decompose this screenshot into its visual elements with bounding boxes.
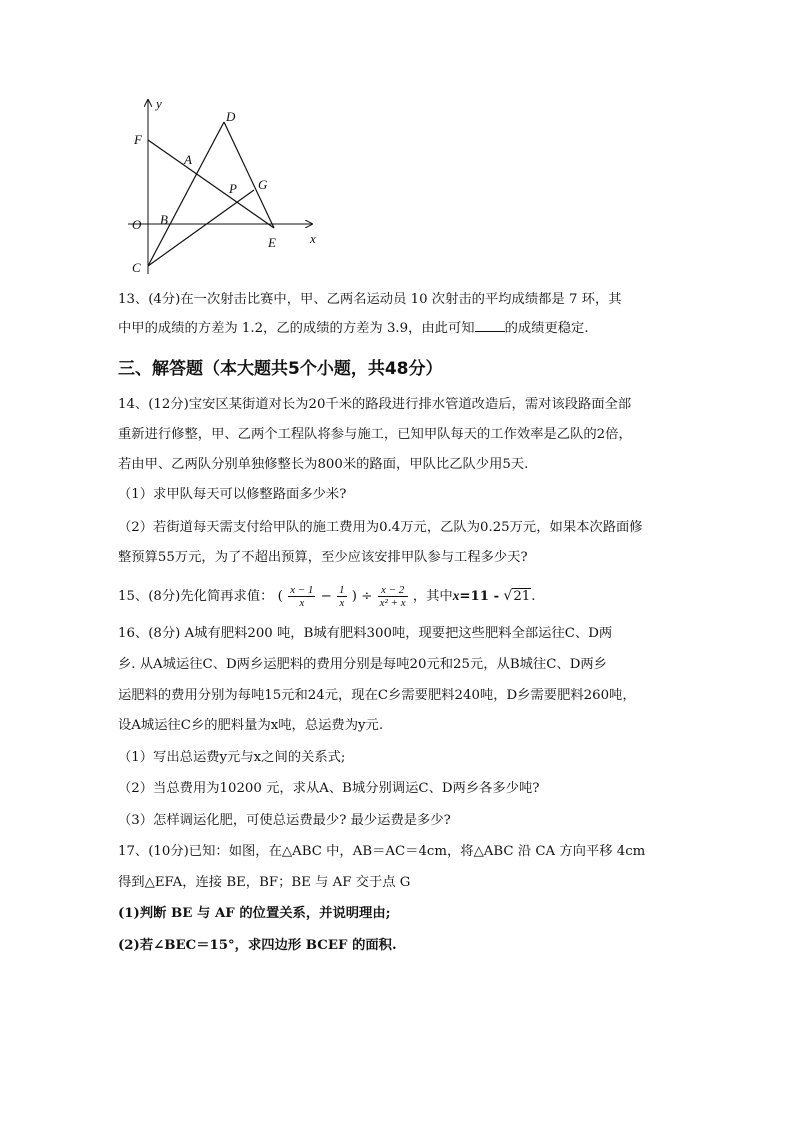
q15-tail-a: ，其中 — [412, 589, 453, 604]
q15-minus: − — [320, 589, 332, 604]
q16-line-4: 设A城运往C乡的肥料量为x吨，总运费为y元. — [118, 718, 384, 733]
label-b: B — [160, 212, 168, 227]
q13-line-2 — [118, 319, 589, 338]
label-g: G — [258, 177, 268, 192]
label-y: y — [156, 96, 162, 111]
segment-cg — [148, 190, 254, 266]
q16-part-3: （3）怎样调运化肥，可使总运费最少? 最少运费是多少? — [118, 813, 451, 828]
geometry-figure — [118, 92, 334, 282]
q15-fraction-1: $\frac{x - 1}{x}$ — [290, 584, 314, 609]
q17-part-1: (1)判断 BE 与 AF 的位置关系，并说明理由; — [118, 906, 391, 921]
q14-part-2a: （2）若街道每天需支付给甲队的施工费用为0.4万元，乙队为0.25万元，如果本次路面修 — [118, 520, 643, 535]
q17-line-1: 17、(10分)已知：如图，在△ABC 中，AB＝AC＝4cm，将△ABC 沿 CA 方向平移 4cm — [118, 844, 646, 859]
label-d: D — [226, 109, 236, 124]
label-p: P — [229, 181, 237, 196]
label-a: A — [184, 152, 192, 167]
q16-line-1: 16、(8分) A城有肥料200 吨，B城有肥料300吨，现要把这些肥料全部运往C、D两 — [118, 626, 613, 641]
q13-line-1: 13、(4分)在一次射击比赛中，甲、乙两名运动员 10 次射击的平均成绩都是 7 环，其 — [118, 292, 622, 307]
q14-line-2: 重新进行修整，甲、乙两个工程队将参与施工，已知甲队每天的工作效率是乙队的2倍， — [118, 427, 632, 442]
q15-tail-b: =11 - — [459, 589, 500, 604]
q15-sqrt-value: 21 — [513, 589, 531, 604]
label-f: F — [134, 132, 142, 147]
label-c: C — [132, 260, 141, 275]
section-3-title: 三、解答题（本大题共5个小题，共48分） — [118, 359, 443, 379]
q16-line-2: 乡. 从A城运往C、D两乡运肥料的费用分别是每吨20元和25元，从B城往C、D两乡 — [118, 657, 607, 672]
label-x: x — [310, 231, 316, 246]
q15-head: 15、(8分)先化简再求值： — [118, 589, 274, 604]
q14-line-3: 若由甲、乙两队分别单独修整长为800米的路面，甲队比乙队少用5天. — [118, 457, 529, 472]
q15-paren-open: ( — [277, 589, 283, 604]
segment-dc — [148, 122, 224, 266]
q13-text-a: 中甲的成绩的方差为 1.2，乙的成绩的方差为 3.9，由此可知 — [118, 321, 475, 336]
q14-part-2b: 整预算55万元，为了不超出预算，至少应该安排甲队参与工程多少天? — [118, 550, 528, 565]
q16-part-2: （2）当总费用为10200 元，求从A、B城分别调运C、D两乡各多少吨? — [118, 781, 540, 796]
q15-line — [118, 582, 536, 611]
segment-de — [224, 122, 274, 228]
q13-text-b: 的成绩更稳定. — [504, 321, 589, 336]
q15-fraction-3: $\frac{x - 2}{\text{x² + x}}$ — [379, 584, 406, 609]
q15-fraction-2: $\frac{1}{x}$ — [339, 584, 345, 609]
q15-divide: ÷ — [361, 589, 373, 604]
q15-var-x: x — [452, 588, 460, 603]
q14-line-1: 14、(12分)宝安区某街道对长为20千米的路段进行排水管道改造后，需对该段路面全部 — [118, 397, 632, 412]
q15-paren-close: ) — [351, 589, 357, 604]
q13-answer-blank[interactable] — [475, 319, 505, 332]
q15-end: . — [531, 589, 536, 604]
label-o: O — [132, 217, 142, 232]
q14-part-1: （1）求甲队每天可以修整路面多少米? — [118, 487, 347, 502]
q17-line-2: 得到△EFA，连接 BE，BF；BE 与 AF 交于点 G — [118, 875, 411, 890]
q16-line-3: 运肥料的费用分别为每吨15元和24元，现在C乡需要肥料240吨，D乡需要肥料260吨， — [118, 688, 636, 703]
q17-part-2: (2)若∠BEC＝15°，求四边形 BCEF 的面积. — [118, 938, 397, 953]
label-e: E — [268, 235, 276, 250]
q16-part-1: （1）写出总运费y元与x之间的关系式; — [118, 750, 346, 765]
sqrt-icon: √ — [503, 588, 513, 604]
